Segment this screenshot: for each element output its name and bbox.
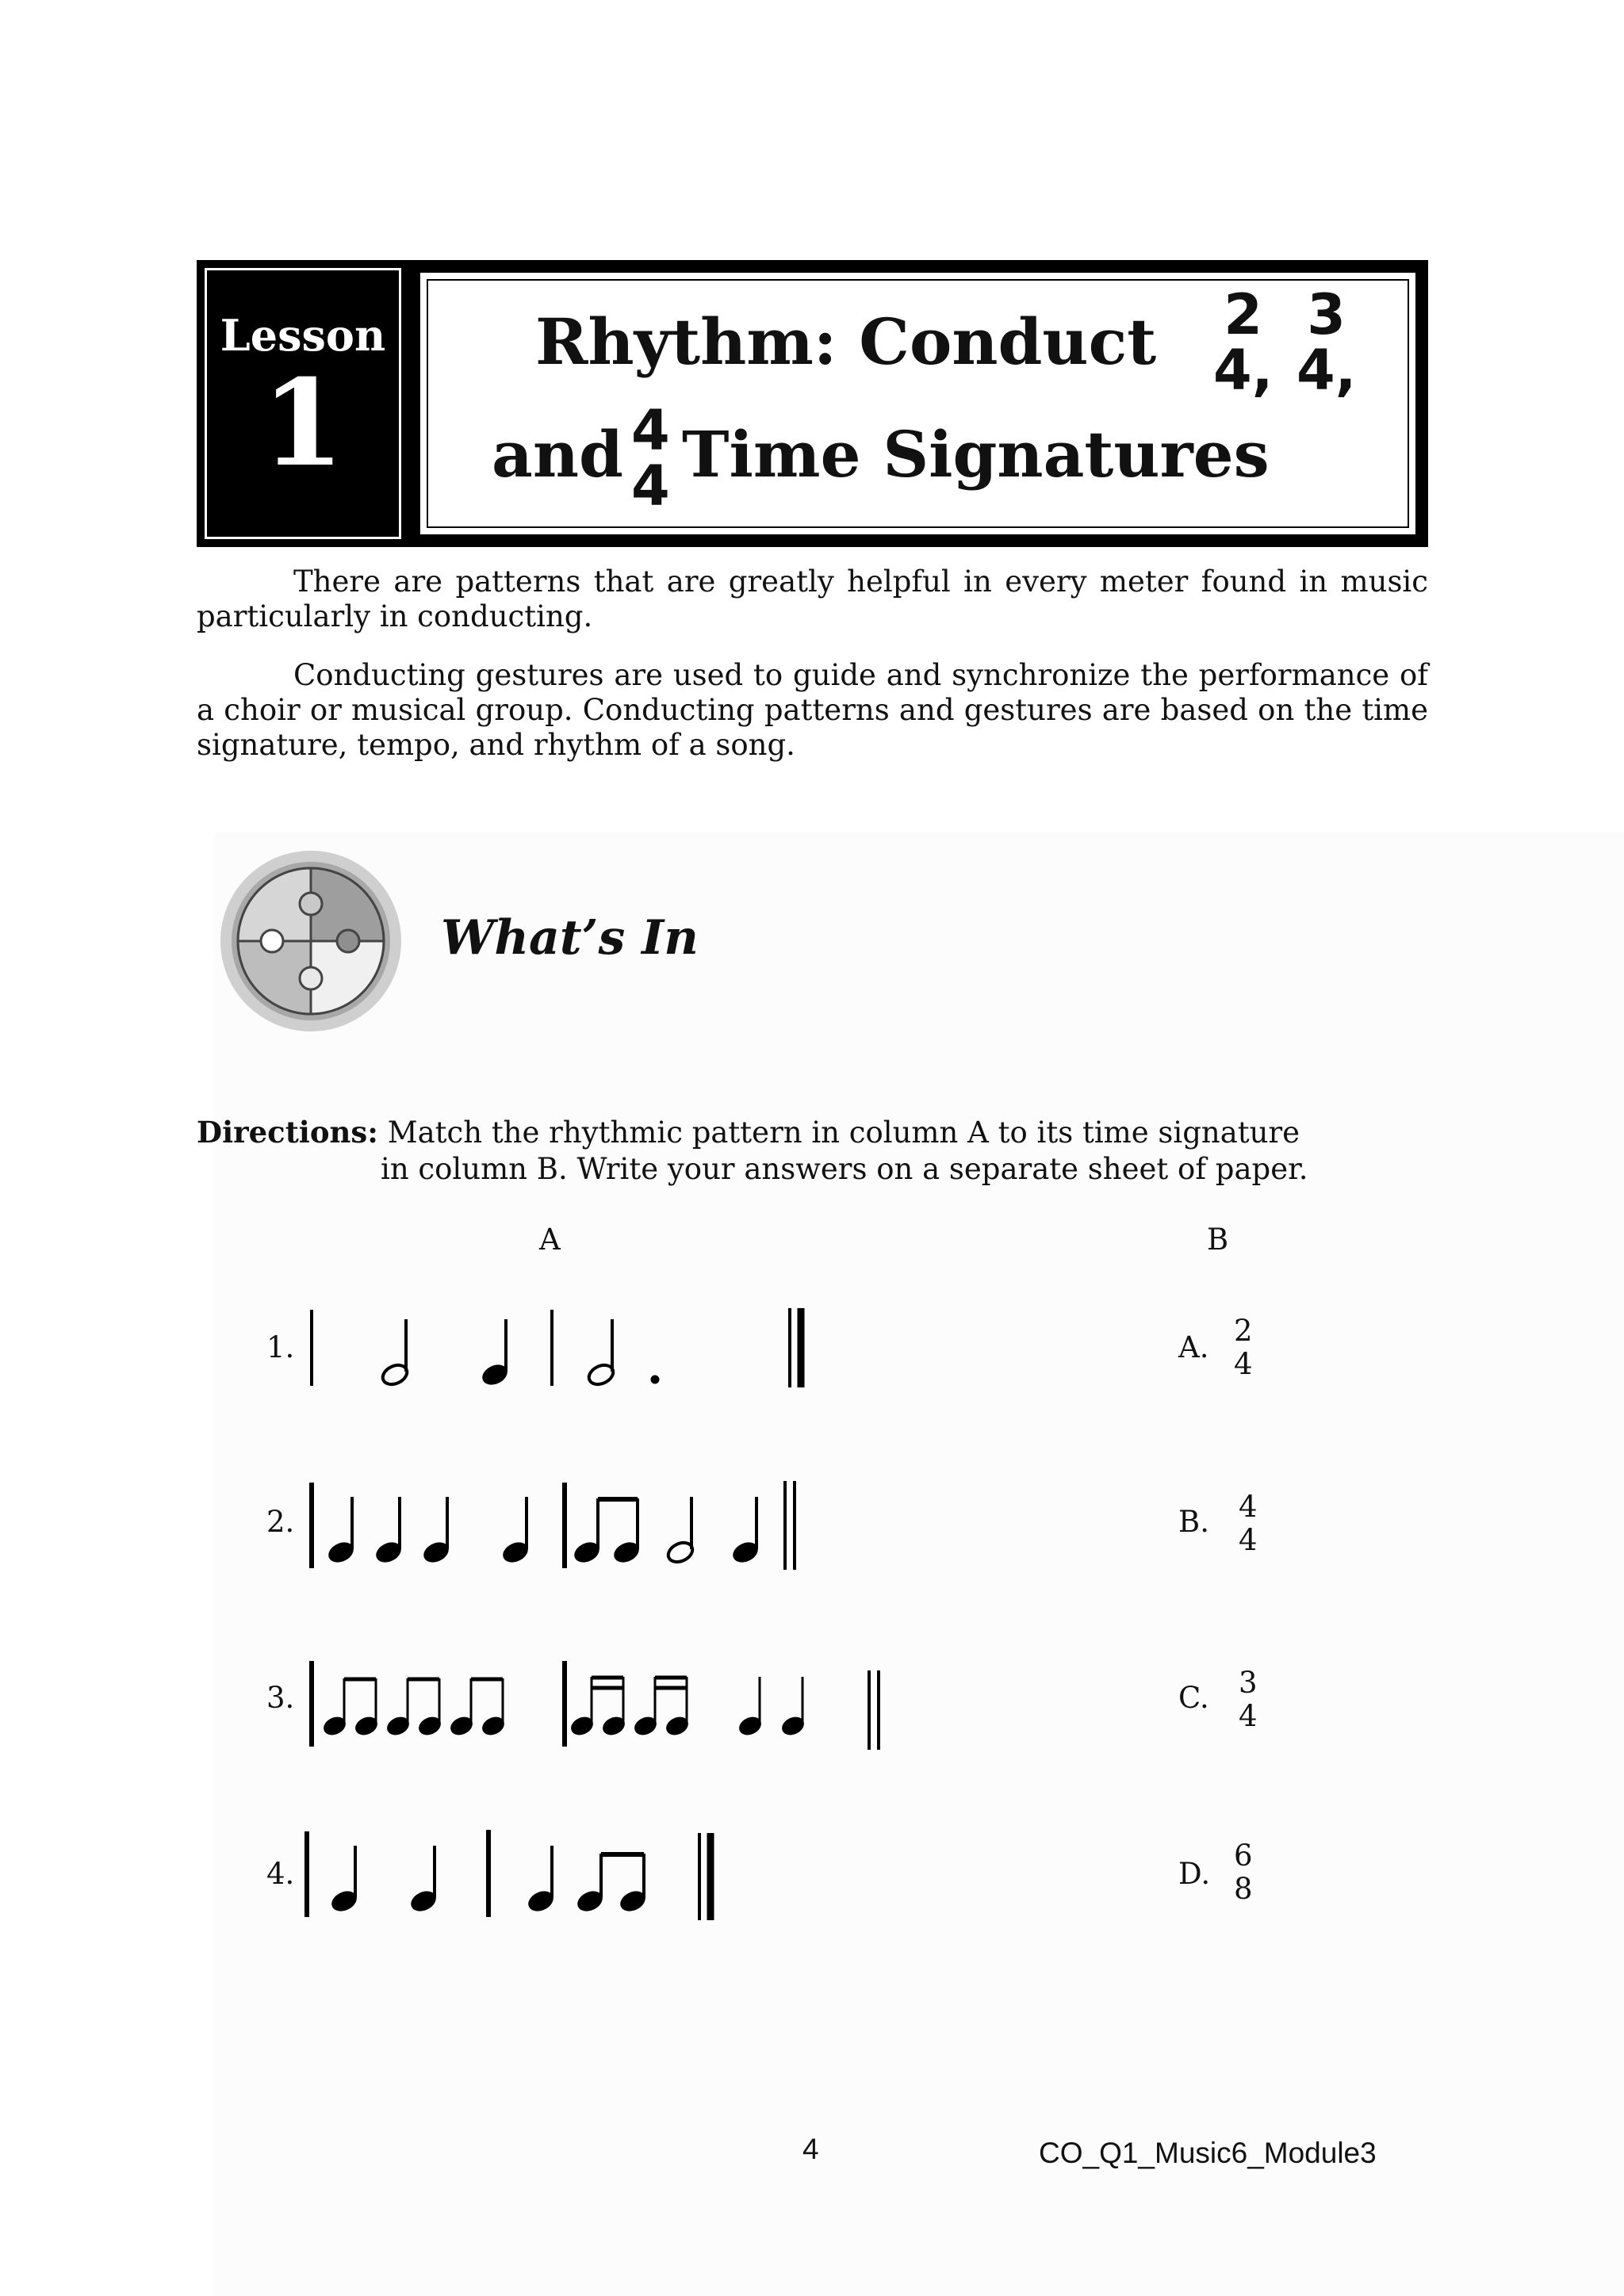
lesson-badge [205,268,401,539]
option-time-signature: 2 4 [1234,1314,1253,1381]
puzzle-icon [218,848,404,1035]
lesson-word: Lesson [220,310,386,361]
title-part1: Rhythm: Conduct [535,304,1157,379]
item-number: 4. [266,1857,295,1891]
option-letter: B. [1178,1505,1209,1539]
time-sig-2-4: 2 4, [1213,282,1274,403]
option-letter: C. [1178,1681,1209,1715]
directions [197,1114,1308,1188]
item-number: 1. [266,1330,295,1364]
lesson-title-box [416,268,1420,539]
intro-paragraph-1: There are patterns that are greatly helpful in every meter found in music particularly in conducting. [197,564,1428,633]
time-sig-3-4: 3 4, [1297,282,1357,403]
option-time-signature: 3 4 [1239,1666,1258,1733]
module-code: CO_Q1_Music6_Module3 [1039,2137,1377,2169]
directions-line2: in column B. Write your answers on a separate sheet of paper. [381,1152,1308,1186]
column-a-header: A [539,1223,561,1257]
rhythm-pattern-2 [301,1475,809,1578]
page-number: 4 [802,2133,819,2165]
intro-paragraph-2: Conducting gestures are used to guide and synchronize the performance of a choir or musical group. Conducting patterns and gestures are based on the time signature, tempo, and rhythm of a song. [197,658,1428,762]
item-number: 2. [266,1505,295,1539]
option-letter: D. [1178,1857,1211,1891]
item-number: 3. [266,1681,295,1715]
lesson-header [197,260,1428,547]
option-time-signature: 6 8 [1234,1839,1253,1906]
title-and: and [492,417,623,492]
option-letter: A. [1178,1330,1209,1364]
lesson-number: 1 [261,354,345,493]
rhythm-pattern-3 [301,1653,888,1756]
rhythm-pattern-1 [301,1300,817,1395]
title-part2: Time Signatures [682,417,1270,492]
directions-line1: Match the rhythmic pattern in column A to its time signature [387,1115,1300,1150]
whats-in-title: What’s In [441,910,699,966]
option-time-signature: 4 4 [1239,1490,1258,1557]
directions-label: Directions: [197,1115,378,1150]
column-b-header: B [1207,1223,1229,1257]
rhythm-pattern-4 [293,1823,737,1927]
time-sig-4-4: 4 4 [631,398,670,519]
